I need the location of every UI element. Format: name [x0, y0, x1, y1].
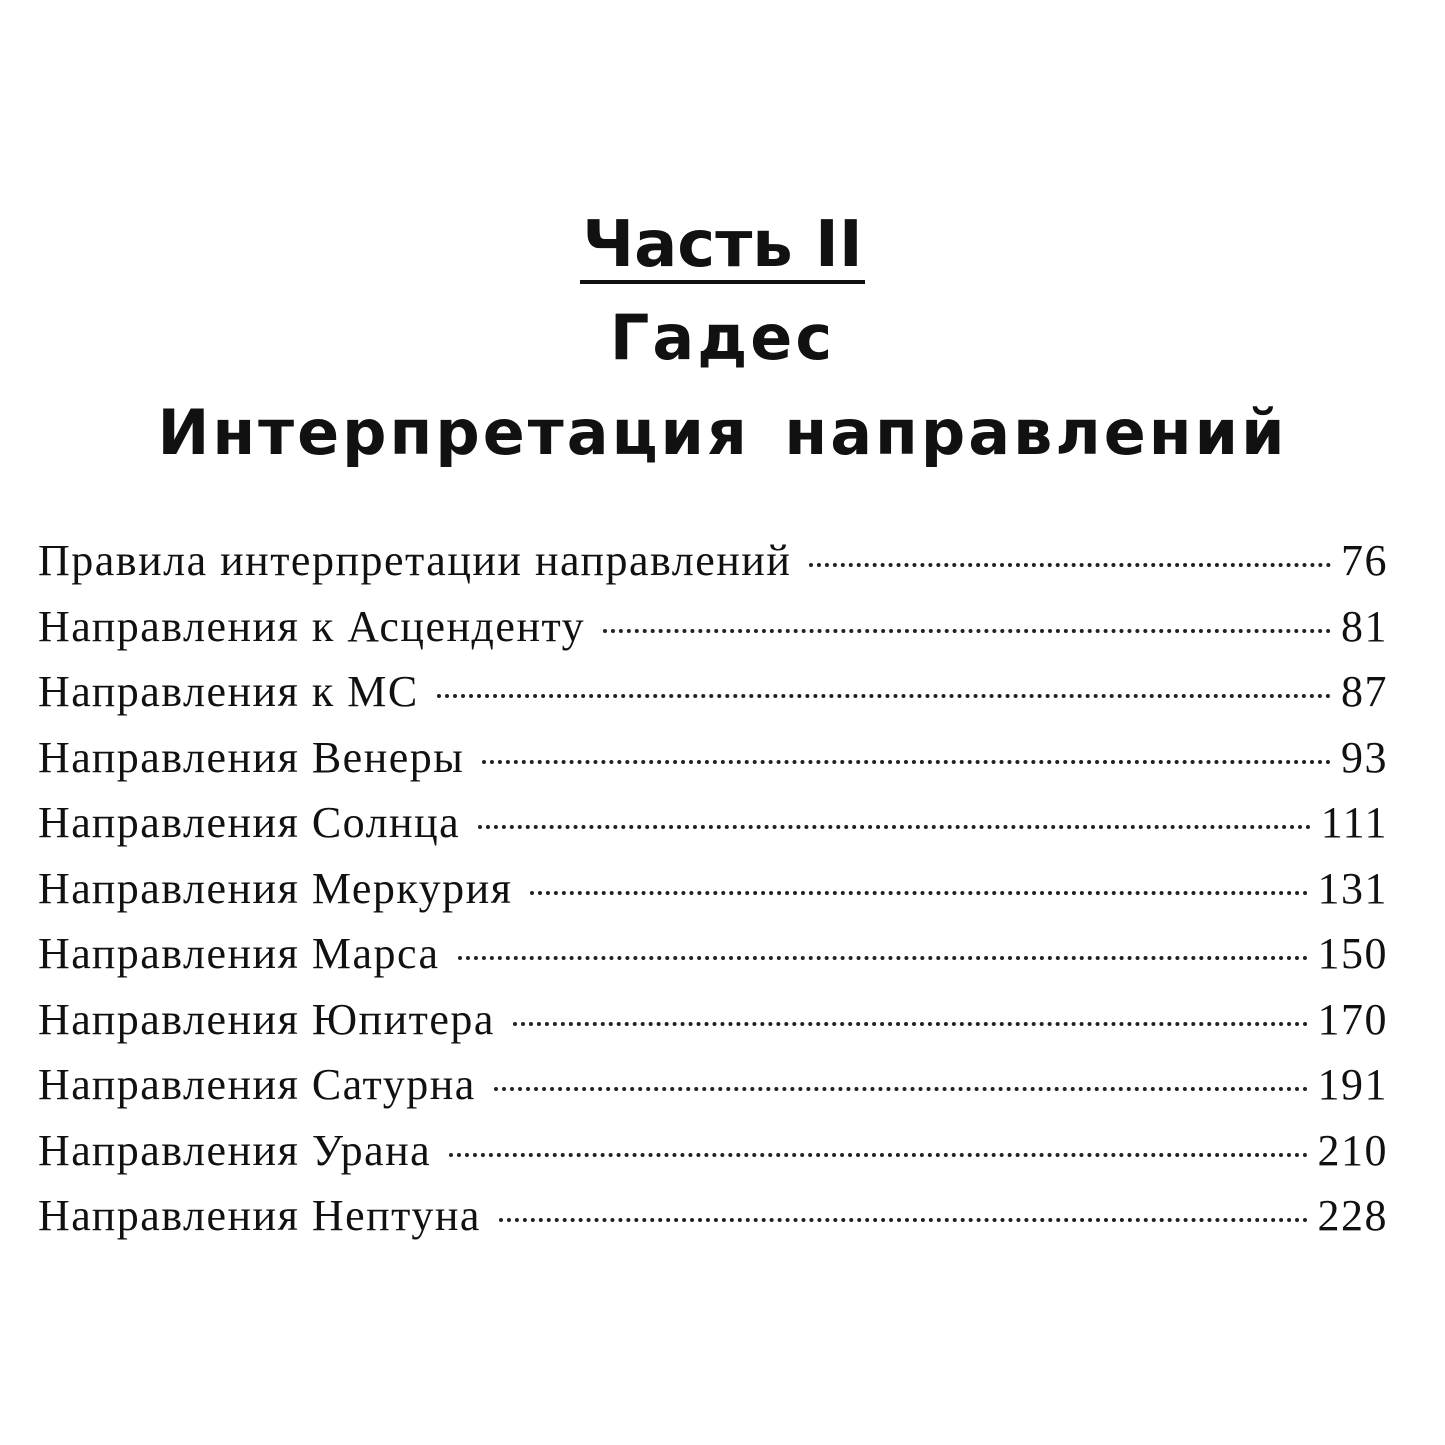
section-title: Интерпретация направлений — [157, 396, 1288, 469]
toc-entry-title: Правила интерпретации направлений — [38, 536, 792, 585]
toc-entry[interactable] — [38, 1190, 1388, 1256]
toc-entry-page: 131 — [1317, 863, 1388, 913]
toc-entry-page: 111 — [1320, 798, 1388, 847]
dot-leader — [603, 629, 1331, 633]
dot-leader — [437, 694, 1331, 698]
toc-entry-title: Направления Нептуна — [38, 1191, 481, 1240]
toc-entry-page: 81 — [1341, 601, 1388, 651]
toc-entry-page: 228 — [1317, 1191, 1388, 1240]
toc-entry-title: Направления к МС — [38, 667, 419, 716]
dot-leader — [513, 1022, 1308, 1026]
dot-leader — [530, 891, 1307, 895]
toc-entry-title: Направления к Асценденту — [38, 601, 586, 651]
toc-entry-title: Направления Венеры — [38, 732, 465, 782]
toc-entry-title: Направления Урана — [38, 1125, 432, 1175]
dot-leader — [478, 825, 1311, 829]
dot-leader — [809, 563, 1331, 567]
toc-entry-title: Направления Меркурия — [38, 863, 513, 913]
toc-entry[interactable] — [38, 928, 1388, 994]
toc-entry-page: 170 — [1317, 994, 1388, 1044]
toc-entry-page: 150 — [1317, 929, 1388, 978]
toc-entry-title: Направления Марса — [38, 929, 440, 978]
dot-leader — [499, 1218, 1308, 1222]
toc-entry[interactable] — [38, 994, 1388, 1060]
toc-entry-page: 87 — [1341, 667, 1388, 716]
toc-entry-page: 191 — [1317, 1060, 1388, 1109]
toc-entry[interactable] — [38, 666, 1388, 732]
part-title-text: Часть II — [582, 208, 863, 282]
toc-entry-page: 210 — [1317, 1125, 1388, 1175]
toc-entry-page: 76 — [1341, 536, 1388, 585]
table-of-contents — [38, 535, 1388, 1256]
toc-entry[interactable] — [38, 863, 1388, 929]
toc-entry[interactable] — [38, 601, 1388, 667]
toc-entry-title: Направления Юпитера — [38, 994, 495, 1044]
toc-entry-title: Направления Сатурна — [38, 1060, 476, 1109]
toc-entry-page: 93 — [1341, 732, 1388, 782]
toc-entry[interactable] — [38, 1059, 1388, 1125]
toc-entry[interactable] — [38, 797, 1388, 863]
toc-entry[interactable] — [38, 1125, 1388, 1191]
dot-leader — [458, 956, 1308, 960]
dot-leader — [482, 760, 1331, 764]
toc-entry[interactable] — [38, 732, 1388, 798]
dot-leader — [494, 1087, 1308, 1091]
part-subtitle: Гадес — [609, 301, 836, 374]
dot-leader — [449, 1153, 1307, 1157]
toc-entry[interactable] — [38, 535, 1388, 601]
part-title — [0, 205, 1445, 285]
toc-entry-title: Направления Солнца — [38, 798, 461, 847]
